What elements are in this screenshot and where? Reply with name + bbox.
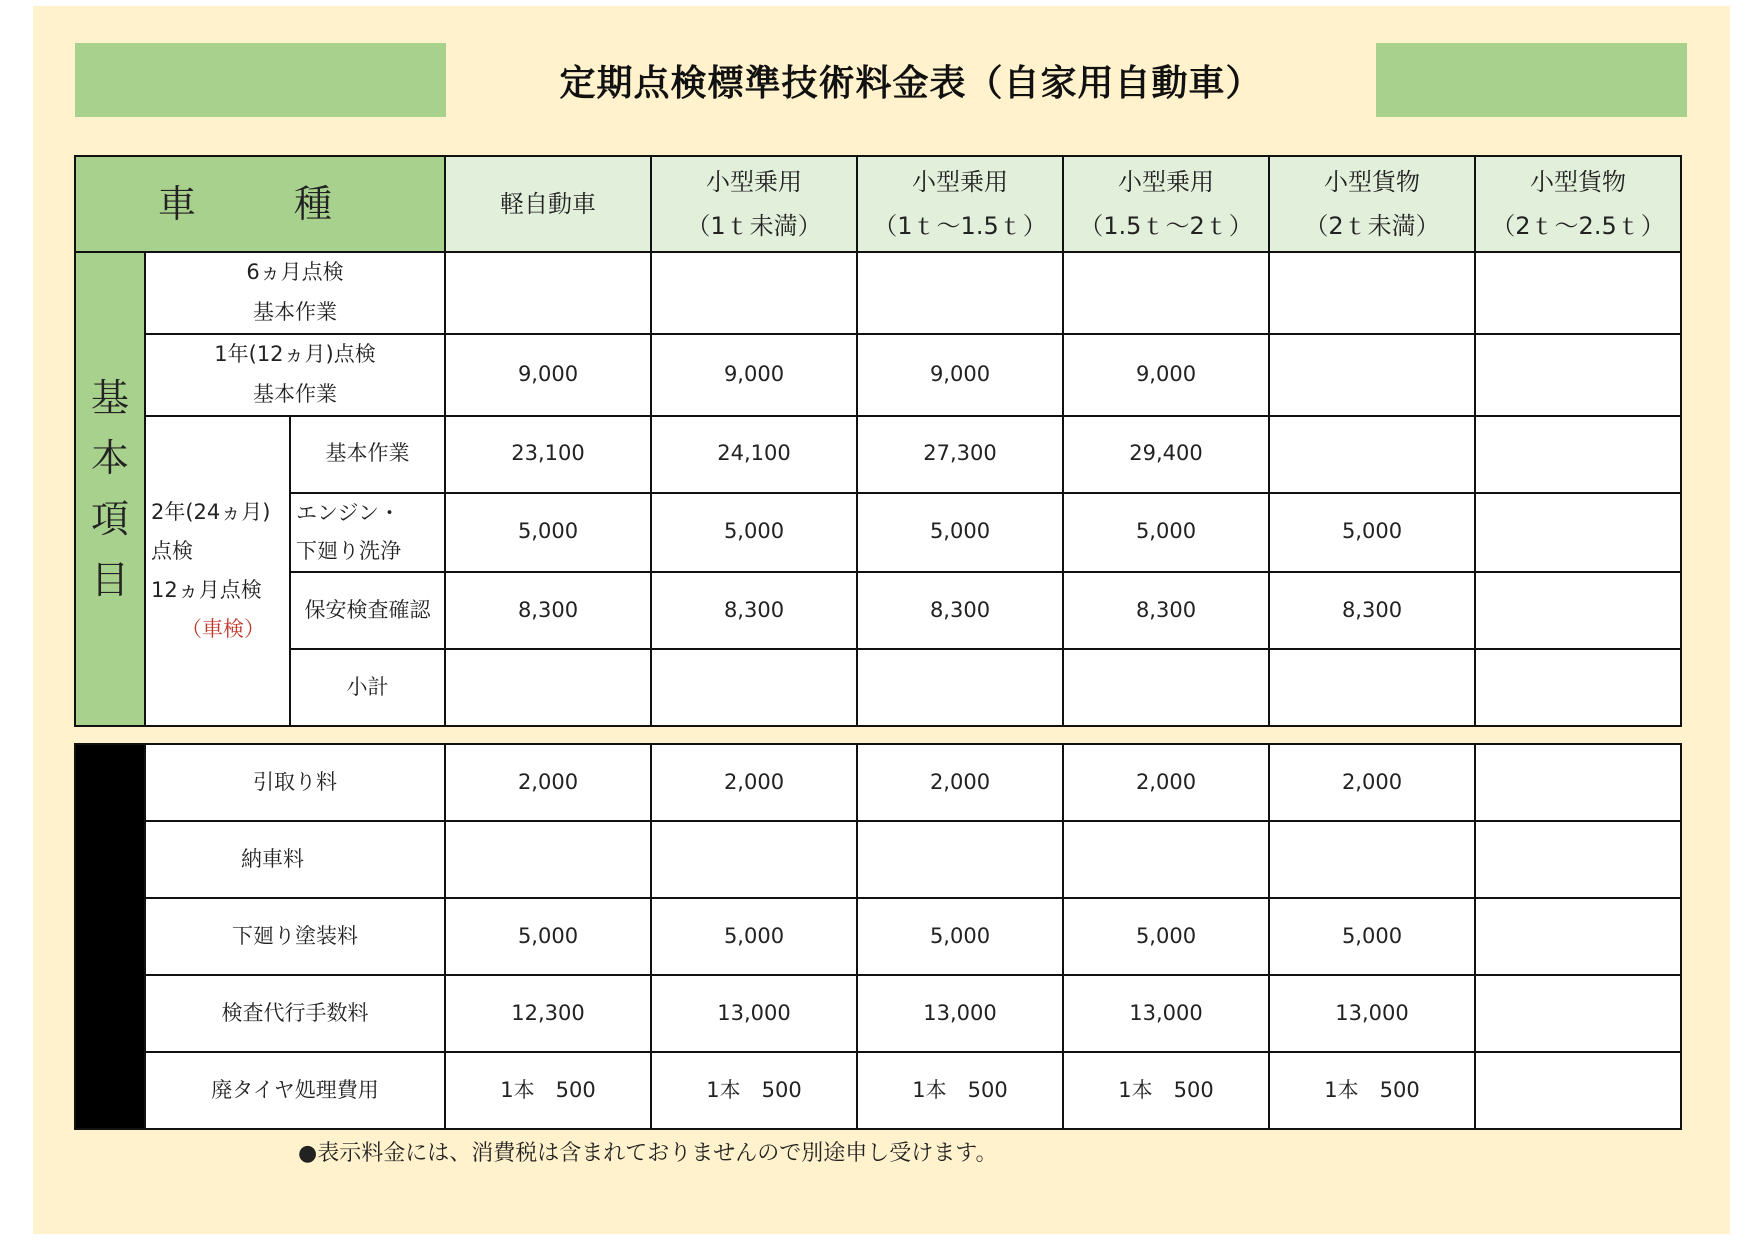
cell: 2,000 <box>651 744 857 821</box>
cell <box>857 252 1063 334</box>
cell: 1本 500 <box>857 1052 1063 1129</box>
cell: 8,300 <box>857 572 1063 649</box>
col-header <box>1063 156 1269 252</box>
title-band-right <box>1376 43 1687 117</box>
cell: 5,000 <box>651 493 857 573</box>
cell: 5,000 <box>445 898 651 975</box>
vehicle-type-header: 車 種 <box>75 156 445 252</box>
col-header-line1: 小型貨物 <box>1324 167 1420 196</box>
cell: 5,000 <box>1269 493 1475 573</box>
cell: 13,000 <box>857 975 1063 1052</box>
col-header-line2: （2ｔ～2.5ｔ） <box>1491 212 1665 240</box>
cell: 5,000 <box>1063 493 1269 573</box>
row-label: 引取り料 <box>145 744 445 821</box>
cell: 9,000 <box>445 334 651 416</box>
cell <box>1269 252 1475 334</box>
label-line: 基本作業 <box>253 299 337 324</box>
basic-items-label <box>75 252 145 726</box>
row-label: 小計 <box>290 649 445 726</box>
cell <box>651 649 857 726</box>
cell: 1本 500 <box>1063 1052 1269 1129</box>
col-header <box>857 156 1063 252</box>
label-line: 点検 <box>151 539 193 564</box>
col-header-line1: 小型貨物 <box>1530 167 1626 196</box>
cell: 2,000 <box>1269 744 1475 821</box>
col-header-line1: 小型乗用 <box>1118 167 1214 196</box>
label-line: 基本作業 <box>253 381 337 406</box>
table-row <box>75 416 1681 493</box>
col-header <box>1269 156 1475 252</box>
cell <box>445 252 651 334</box>
col-header-line1: 軽自動車 <box>500 189 596 218</box>
cell: 1本 500 <box>1269 1052 1475 1129</box>
cell: 2,000 <box>857 744 1063 821</box>
cell <box>1475 572 1681 649</box>
cell <box>1475 649 1681 726</box>
cell: 1本 500 <box>445 1052 651 1129</box>
table-row <box>75 252 1681 334</box>
row-label: 下廻り塗装料 <box>145 898 445 975</box>
cell <box>1475 1052 1681 1129</box>
row-label: 納車料 <box>145 821 445 898</box>
cell <box>445 821 651 898</box>
cell: 8,300 <box>1063 572 1269 649</box>
cell: 8,300 <box>1269 572 1475 649</box>
row-label <box>290 493 445 573</box>
cell: 5,000 <box>445 493 651 573</box>
table-row <box>75 744 1681 821</box>
cell <box>1063 252 1269 334</box>
page-title: 定期点検標準技術料金表（自家用自動車） <box>559 62 1263 104</box>
cell <box>1063 821 1269 898</box>
cell <box>1475 334 1681 416</box>
table-row <box>75 649 1681 726</box>
cell: 24,100 <box>651 416 857 493</box>
cell: 8,300 <box>445 572 651 649</box>
label-line: 12ヵ月点検 <box>151 577 262 602</box>
header-row <box>75 156 1681 252</box>
cell <box>1475 416 1681 493</box>
cell: 1本 500 <box>651 1052 857 1129</box>
col-header-line2: （2ｔ未満） <box>1304 212 1440 240</box>
cell <box>445 649 651 726</box>
row-label-2y <box>145 416 290 727</box>
cell <box>651 252 857 334</box>
table-row <box>75 493 1681 573</box>
row-label: 検査代行手数料 <box>145 975 445 1052</box>
cell: 5,000 <box>857 493 1063 573</box>
cell: 29,400 <box>1063 416 1269 493</box>
cell: 2,000 <box>445 744 651 821</box>
label-line: 6ヵ月点検 <box>246 260 344 284</box>
title-band-left <box>75 43 446 117</box>
col-header-line2: （1ｔ未満） <box>686 212 822 240</box>
cell: 27,300 <box>857 416 1063 493</box>
cell: 5,000 <box>1063 898 1269 975</box>
row-label: 廃タイヤ処理費用 <box>145 1052 445 1129</box>
table-row <box>75 898 1681 975</box>
table-row <box>75 334 1681 416</box>
cell: 8,300 <box>651 572 857 649</box>
cell <box>1475 744 1681 821</box>
col-header <box>1475 156 1681 252</box>
label-line: エンジン・ <box>296 500 400 525</box>
cell <box>1475 821 1681 898</box>
page-background <box>33 6 1730 1234</box>
col-header <box>651 156 857 252</box>
row-label-1y <box>145 334 445 416</box>
cell: 9,000 <box>857 334 1063 416</box>
cell <box>1063 649 1269 726</box>
table-row <box>75 975 1681 1052</box>
cell <box>1269 649 1475 726</box>
col-header <box>445 156 651 252</box>
cell: 5,000 <box>1269 898 1475 975</box>
tax-note: ●表示料金には、消費税は含まれておりませんので別途申し受けます。 <box>298 1141 998 1166</box>
table-row <box>75 821 1681 898</box>
col-header-line1: 小型乗用 <box>912 167 1008 196</box>
cell: 5,000 <box>651 898 857 975</box>
extra-fee-table <box>74 743 1682 1130</box>
col-header-line1: 小型乗用 <box>706 167 802 196</box>
cell <box>1269 416 1475 493</box>
cell <box>1475 898 1681 975</box>
label-line: 2年(24ヵ月) <box>151 500 271 525</box>
cell: 9,000 <box>651 334 857 416</box>
extra-items-label <box>75 744 145 1129</box>
cell: 23,100 <box>445 416 651 493</box>
table-row <box>75 572 1681 649</box>
basic-items-text: 基 本 項 目 <box>90 375 129 602</box>
cell <box>1475 975 1681 1052</box>
shaken-label: （車検） <box>181 616 265 641</box>
cell: 13,000 <box>1269 975 1475 1052</box>
cell: 13,000 <box>1063 975 1269 1052</box>
cell: 9,000 <box>1063 334 1269 416</box>
cell <box>1475 252 1681 334</box>
row-label: 基本作業 <box>290 416 445 493</box>
row-label-6m <box>145 252 445 334</box>
col-header-line2: （1ｔ～1.5ｔ） <box>873 212 1047 240</box>
cell: 13,000 <box>651 975 857 1052</box>
cell <box>857 649 1063 726</box>
label-line: 1年(12ヵ月)点検 <box>214 341 376 366</box>
table-row <box>75 1052 1681 1129</box>
label-line: 下廻り洗浄 <box>296 539 401 564</box>
basic-fee-table <box>74 155 1682 727</box>
cell: 5,000 <box>857 898 1063 975</box>
row-label: 保安検査確認 <box>290 572 445 649</box>
cell: 2,000 <box>1063 744 1269 821</box>
cell <box>857 821 1063 898</box>
cell <box>1269 334 1475 416</box>
cell <box>1475 493 1681 573</box>
cell <box>1269 821 1475 898</box>
cell <box>651 821 857 898</box>
col-header-line2: （1.5ｔ～2ｔ） <box>1079 212 1253 240</box>
cell: 12,300 <box>445 975 651 1052</box>
